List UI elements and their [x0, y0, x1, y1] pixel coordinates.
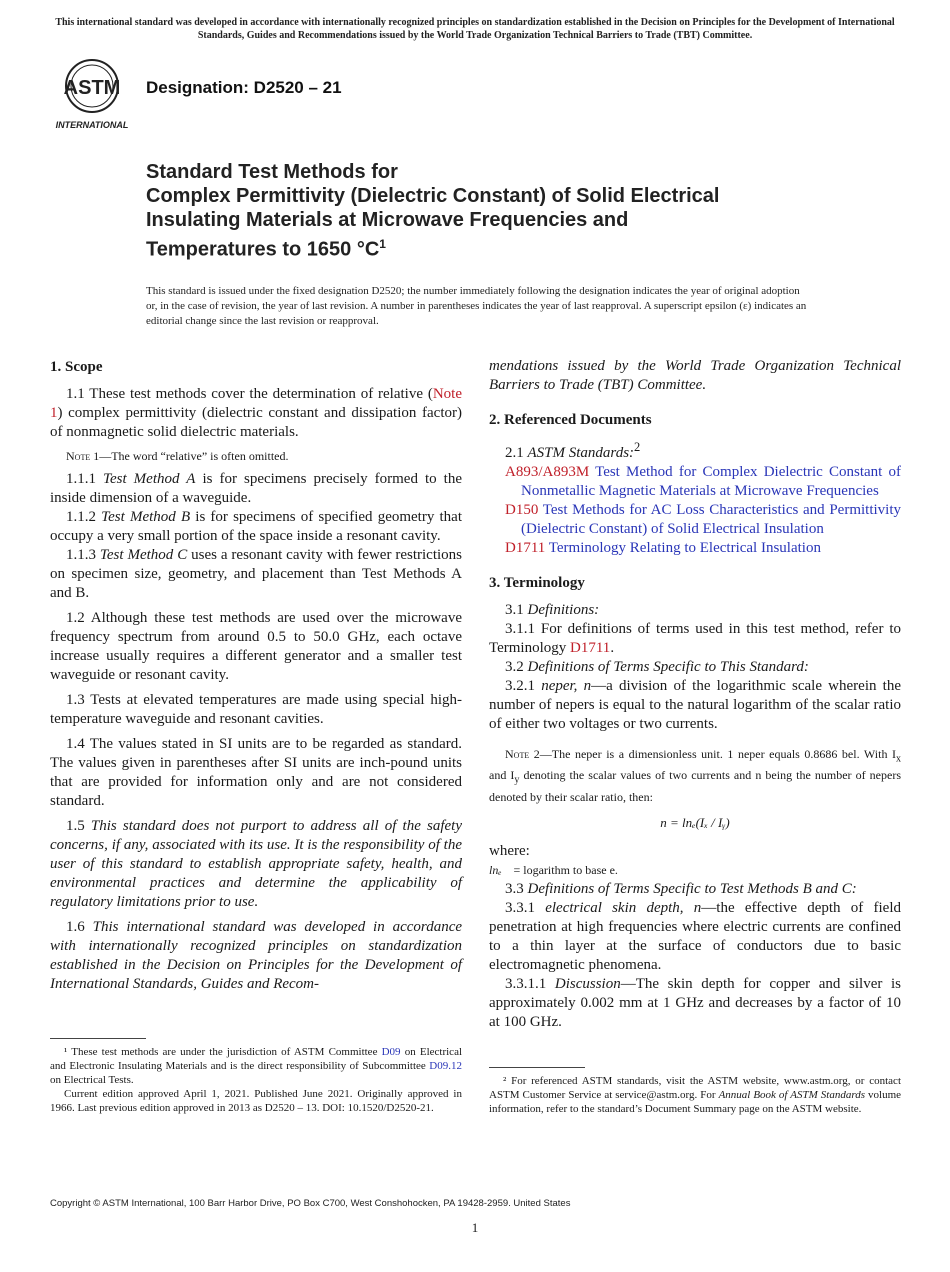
section-heading-referenced-documents: 2. Referenced Documents: [489, 412, 652, 428]
paragraph-3-1: 3.1 Definitions:: [505, 602, 600, 618]
footnote-rule: [50, 1038, 146, 1039]
where-label: where:: [489, 842, 530, 859]
paragraph-2-1: 2.1 ASTM Standards:$^2$: [505, 440, 641, 461]
paragraph-1-1-2: 1.1.2 Test Method B is for specimens of specified geometry that occupy a very small portion of the space inside a resonant cavity.: [50, 509, 462, 544]
svg-text:INTERNATIONAL: INTERNATIONAL: [55, 120, 129, 130]
paragraph-1-4: 1.4 The values stated in SI units are to be regarded as standard. The values given in parentheses after SI units are inch-pound units that are provided for information only and are not considered standard.: [50, 736, 462, 809]
paragraph-1-3: 1.3 Tests at elevated temperatures are made using special high-temperature waveguide and resonant cavities.: [50, 692, 462, 727]
footnotes-right: [489, 1067, 901, 1116]
d1711-link[interactable]: D1711: [570, 640, 611, 656]
d09-12-link[interactable]: D09.12: [429, 1060, 462, 1072]
note-1: Note 1—The word “relative” is often omitted.: [66, 449, 289, 463]
document-title: [146, 160, 846, 262]
paragraph-1-5: 1.5 This standard does not purport to address all of the safety concerns, if any, associated with its use. It is the responsibility of the user of this standard to establish appropriate safety, health, and environmental practices and determine the applicability of regulatory limitations prior to use.: [50, 818, 463, 910]
section-heading-terminology: 3. Terminology: [489, 575, 585, 591]
note-1-link[interactable]: Note 1: [50, 386, 462, 421]
symbol-definition: lnₑ = logarithm to base e.: [489, 862, 618, 877]
paragraph-1-1-1: 1.1.1 Test Method A is for specimens precisely formed to the inside dimension of a waveguide.: [50, 471, 463, 506]
paragraph-3-3-1: 3.3.1 electrical skin depth, n—the effective depth of field penetration at high frequencies where electric currents are confined to a thin layer at the surface of conductors due to basic electromagnetic phenomena.: [489, 899, 901, 973]
right-column: [489, 357, 901, 1032]
reference-item[interactable]: D1711 Terminology Relating to Electrical Insulation: [505, 540, 821, 556]
left-column: [50, 358, 462, 994]
paragraph-1-1-3: 1.1.3 Test Method C uses a resonant cavity with fewer restrictions on specimen size, geometry, and placement than Test Methods A and B.: [50, 547, 463, 601]
title-line-4: Temperatures to 1650 $^\circ C^1$: [146, 237, 386, 261]
reference-item[interactable]: D150 Test Methods for AC Loss Characteristics and Permittivity (Dielectric Constant) of Solid Electrical Insulation: [505, 502, 901, 537]
footnote-2-link[interactable]: 2: [634, 440, 641, 454]
paragraph-3-1-1: 3.1.1 For definitions of terms used in this test method, refer to Terminology D1711.: [489, 621, 901, 656]
title-line-1: Standard Test Methods for: [146, 161, 398, 183]
standards-banner: This international standard was developed in accordance with internationally recognized principles on standardization established in the Decision on Principles for the Development of International Standards, Guides and Recommendations issued by the World Trade Organization Technical Barriers to Trade (TBT) Committee.: [55, 17, 895, 41]
paragraph-3-3: 3.3 Definitions of Terms Specific to Test Methods B and C:: [505, 880, 857, 897]
svg-text:ASTM: ASTM: [63, 77, 121, 99]
footnote-2: ² For referenced ASTM standards, visit the ASTM website, www.astm.org, or contact ASTM Customer Service at service@astm.org. For Annual Book of ASTM Standards volume information, refer to the standard’s Document Summary page on the ASTM website.: [489, 1075, 902, 1115]
paragraph-1-6-continued: mendations issued by the World Trade Organization Technical Barriers to Trade (TBT) Committee.: [489, 358, 901, 393]
paragraph-1-6: 1.6 This international standard was developed in accordance with internationally recognized principles on standardization established in the Decision on Principles for the Development of International Standards, Guides and Recom-: [50, 919, 463, 992]
paragraph-1-2: 1.2 Although these test methods are used over the microwave frequency spectrum from around 0.5 to 50.0 GHz, each octave increase usually requires a different generator and a smaller test waveguide or resonant cavity.: [50, 610, 462, 683]
footnotes-left: [50, 1038, 462, 1115]
neper-formula: n = lnₑ(Iₓ / Iᵧ): [660, 814, 730, 830]
section-heading-scope: 1. Scope: [50, 359, 103, 375]
paragraph-1-1: 1.1 These test methods cover the determination of relative (Note 1) complex permittivity (dielectric constant and dissipation factor) of nonmagnetic solid dielectric materials.: [50, 386, 462, 440]
copyright-notice: Copyright © ASTM International, 100 Barr Harbor Drive, PO Box C700, West Conshohocken, PA 19428-2959. United States: [50, 1198, 571, 1209]
d09-link[interactable]: D09: [381, 1046, 401, 1058]
page-number: 1: [471, 1220, 479, 1235]
paragraph-3-2: 3.2 Definitions of Terms Specific to This Standard:: [505, 659, 809, 675]
title-line-2: Complex Permittivity (Dielectric Constant) of Solid Electrical: [146, 185, 720, 207]
footnote-1-edition: Current edition approved April 1, 2021. Published June 2021. Originally approved in 1966. Last previous edition approved in 2013 as D2520 – 13. DOI: 10.1520/D2520-21.: [50, 1088, 462, 1114]
paragraph-3-3-1-1: 3.3.1.1 Discussion—The skin depth for copper and silver is approximately 0.002 mm at 1 GHz and decreases by a factor of 10 at 100 GHz.: [489, 975, 901, 1030]
issuance-statement: This standard is issued under the fixed designation D2520; the number immediately following the designation indicates the year of original adoption or, in the case of revision, the year of last revision. A number in parentheses indicates the year of last reapproval. A superscript epsilon (ε) indicates an editorial change since the last revision or reapproval.: [146, 285, 807, 327]
reference-item[interactable]: A893/A893M Test Method for Complex Dielectric Constant of Nonmetallic Magnetic Materials at Microwave Frequencies: [505, 464, 901, 499]
astm-logo: [54, 56, 134, 132]
paragraph-3-2-1: 3.2.1 neper, n—a division of the logarithmic scale wherein the number of nepers is equal to the natural logarithm of the scalar ratio of either two voltages or two currents.: [489, 678, 901, 732]
title-footnote-link[interactable]: 1: [379, 237, 386, 251]
title-line-3: Insulating Materials at Microwave Frequencies and: [146, 209, 629, 231]
footnote-rule: [489, 1067, 585, 1068]
designation: Designation: D2520 – 21: [146, 78, 342, 97]
footnote-1: ¹ These test methods are under the jurisdiction of ASTM Committee D09 on Electrical and Electronic Insulating Materials and is the direct responsibility of Subcommittee D09.12 on Electrical Tests.: [50, 1046, 463, 1086]
note-2: Note 2—The neper is a dimensionless unit. 1 neper equals 0.8686 bel. With $I_x$ and $I_y$ denoting the scalar values of two currents and n being the number of nepers denoted by their scalar ratio, then:: [489, 747, 901, 804]
